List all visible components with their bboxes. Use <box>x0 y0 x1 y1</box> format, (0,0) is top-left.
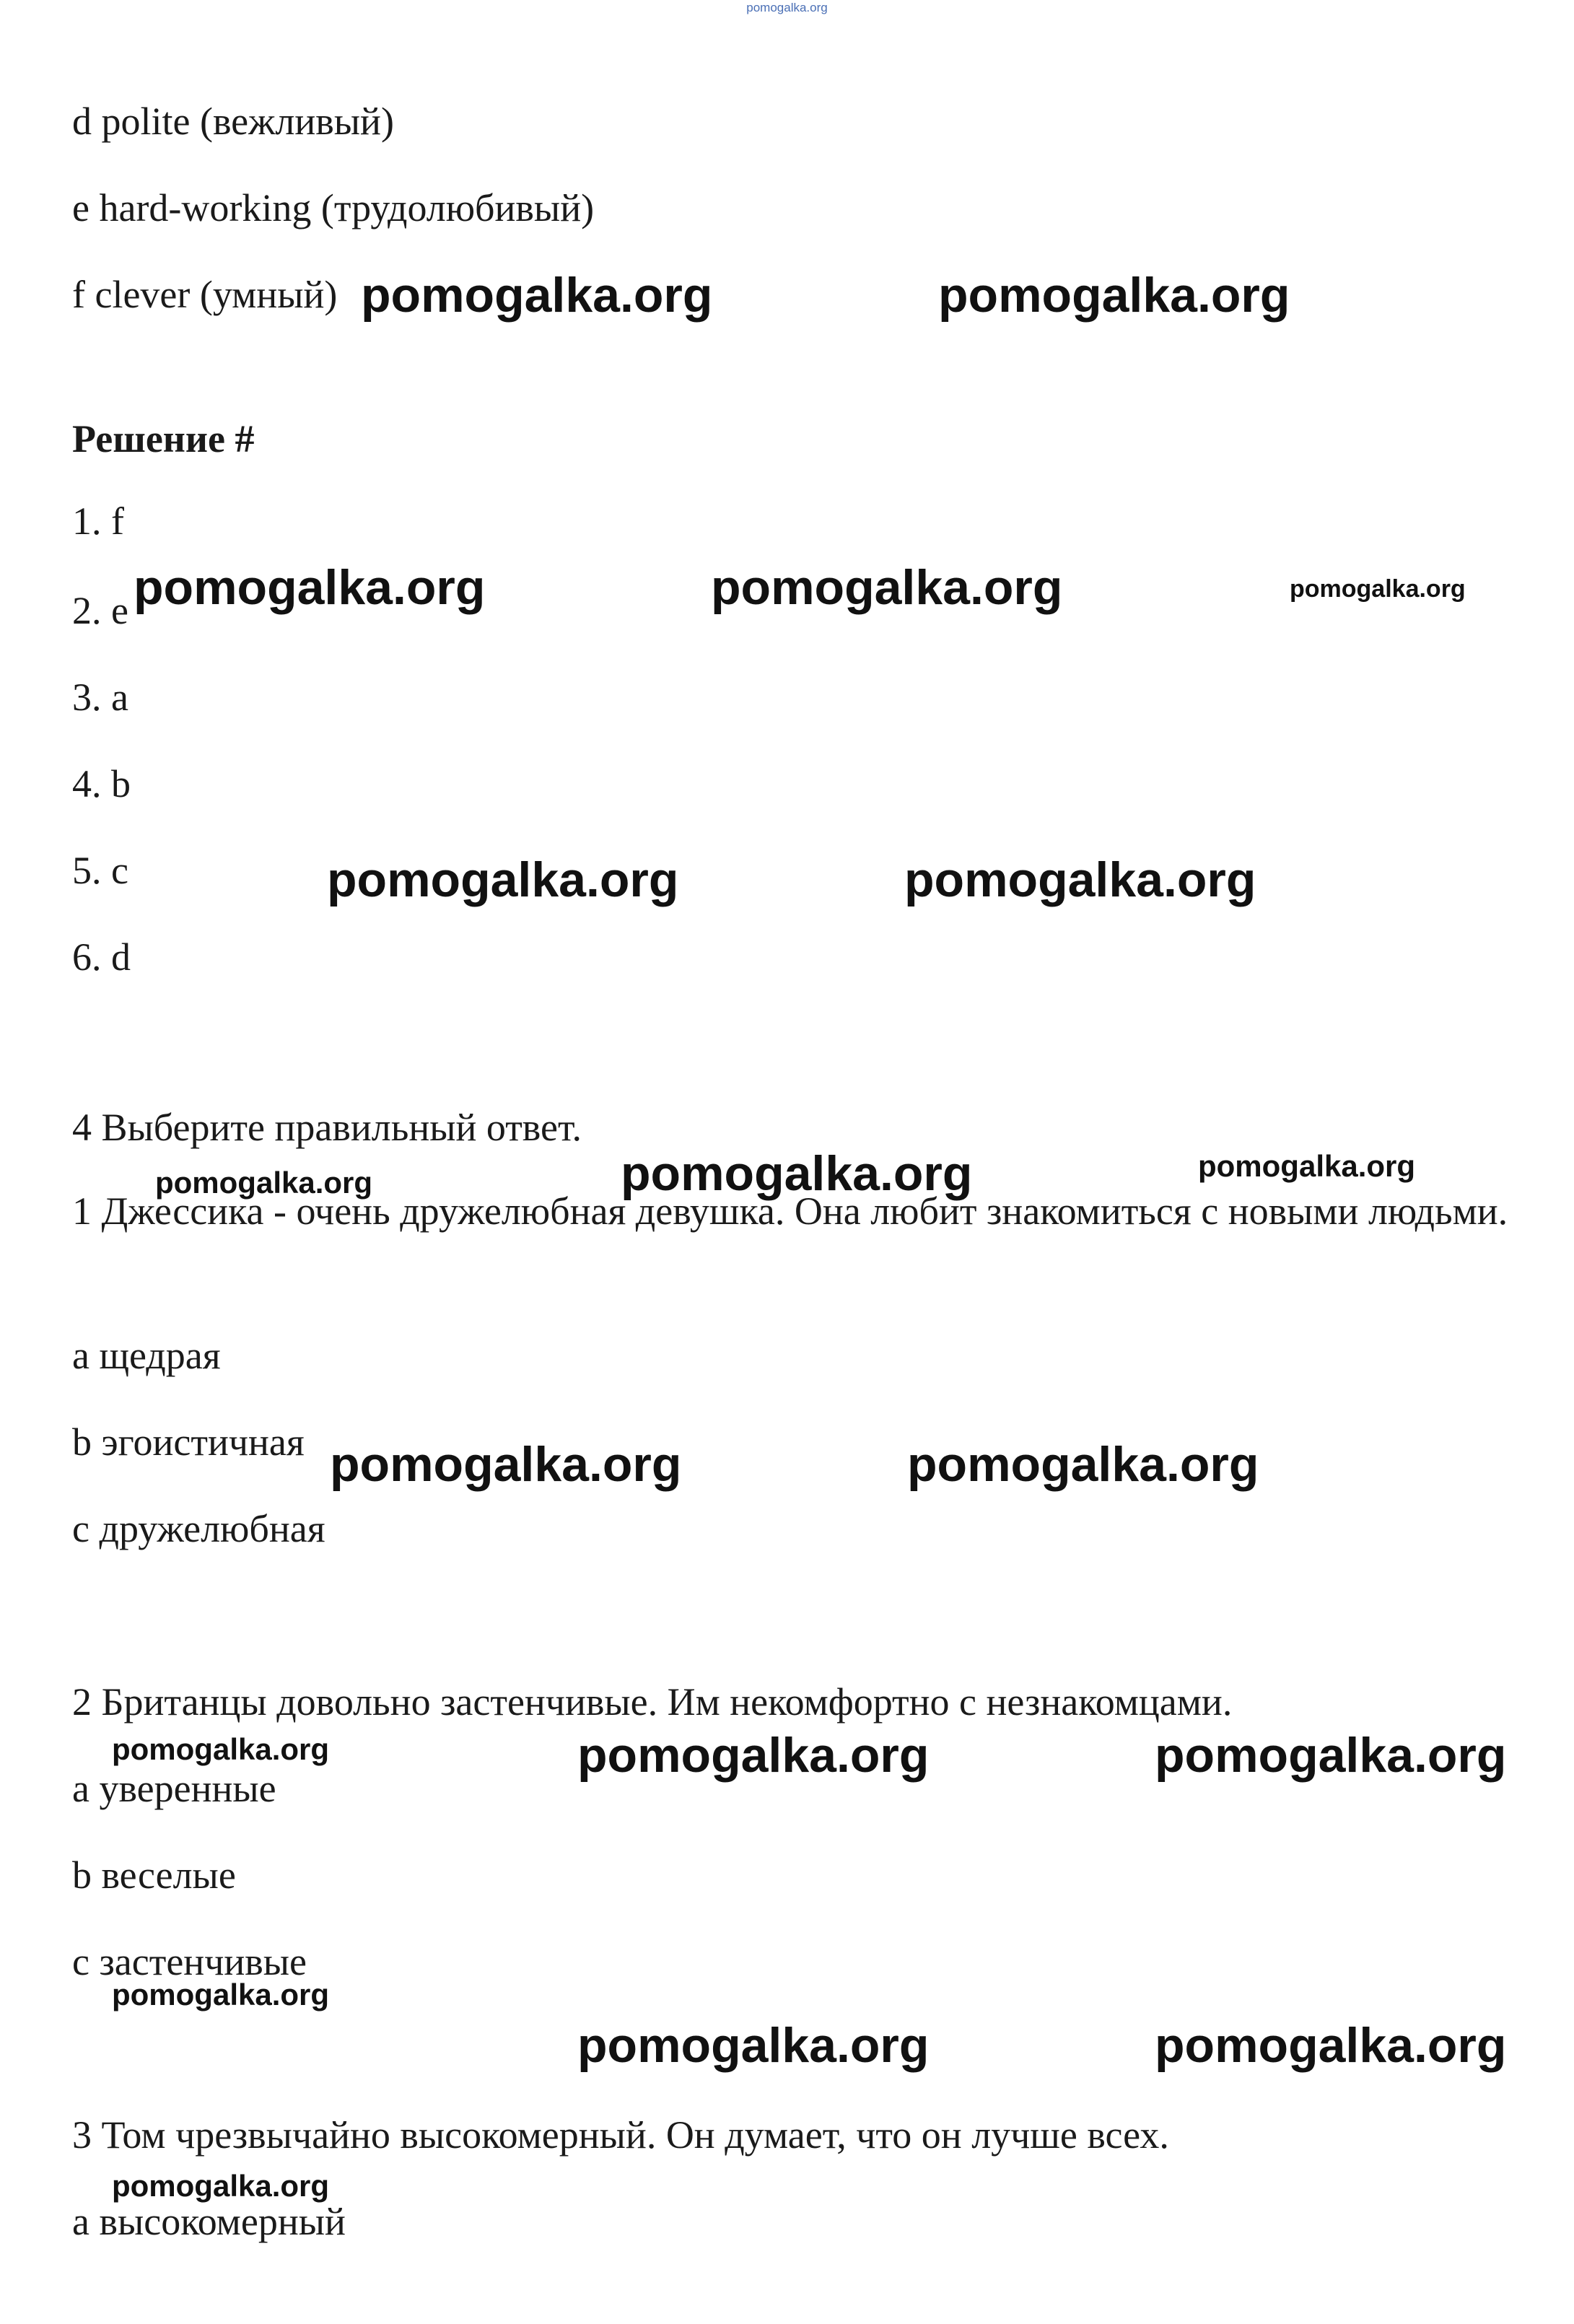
q1-option-b: b эгоистичная <box>72 1420 305 1464</box>
top-watermark: pomogalka.org <box>746 1 828 14</box>
watermark-text: pomogalka.org <box>134 560 486 615</box>
watermark-text: pomogalka.org <box>904 852 1256 907</box>
answer-2: 2. e <box>72 589 128 632</box>
answer-6: 6. d <box>72 935 131 979</box>
watermark-text: pomogalka.org <box>907 1437 1259 1492</box>
answer-5: 5. c <box>72 849 128 892</box>
q2-question: 2 Британцы довольно застенчивые. Им некомфортно с незнакомцами. <box>72 1680 1233 1724</box>
watermark-text: pomogalka.org <box>711 560 1063 615</box>
watermark-text: pomogalka.org <box>577 1728 930 1783</box>
watermark-text: pomogalka.org <box>577 2018 930 2073</box>
q1-question: 1 Джессика - очень дружелюбная девушка. Она любит знакомиться с новыми людьми. <box>72 1189 1508 1233</box>
watermark-text: pomogalka.org <box>327 852 679 907</box>
watermark-text: pomogalka.org <box>621 1146 973 1201</box>
answer-3: 3. a <box>72 676 128 719</box>
watermark-text: pomogalka.org <box>112 1978 330 2011</box>
watermark-text: pomogalka.org <box>1155 2018 1507 2073</box>
q1-option-c: c дружелюбная <box>72 1507 325 1550</box>
watermark-text: pomogalka.org <box>112 2169 330 2203</box>
watermark-text: pomogalka.org <box>938 268 1290 323</box>
q3-question: 3 Том чрезвычайно высокомерный. Он думает, что он лучше всех. <box>72 2113 1169 2157</box>
watermark-text: pomogalka.org <box>1155 1728 1507 1783</box>
watermark-text: pomogalka.org <box>330 1437 682 1492</box>
watermark-text: pomogalka.org <box>155 1166 373 1200</box>
q2-option-a: a уверенные <box>72 1767 276 1810</box>
vocab-item-d: d polite (вежливый) <box>72 100 394 143</box>
watermark-text: pomogalka.org <box>1290 575 1466 603</box>
task4-title: 4 Выберите правильный ответ. <box>72 1106 582 1149</box>
q2-option-c: c застенчивые <box>72 1940 307 1983</box>
watermark-text: pomogalka.org <box>1198 1149 1416 1183</box>
q2-option-b: b веселые <box>72 1853 236 1897</box>
vocab-item-e: e hard-working (трудолюбивый) <box>72 186 595 230</box>
q3-option-a: a высокомерный <box>72 2200 346 2243</box>
watermark-text: pomogalka.org <box>112 1732 330 1766</box>
solution-heading: Решение # <box>72 417 255 460</box>
vocab-item-f: f clever (умный) <box>72 273 338 316</box>
watermark-text: pomogalka.org <box>361 268 713 323</box>
answer-4: 4. b <box>72 762 131 805</box>
q1-option-a: a щедрая <box>72 1334 221 1377</box>
answer-1: 1. f <box>72 499 124 543</box>
